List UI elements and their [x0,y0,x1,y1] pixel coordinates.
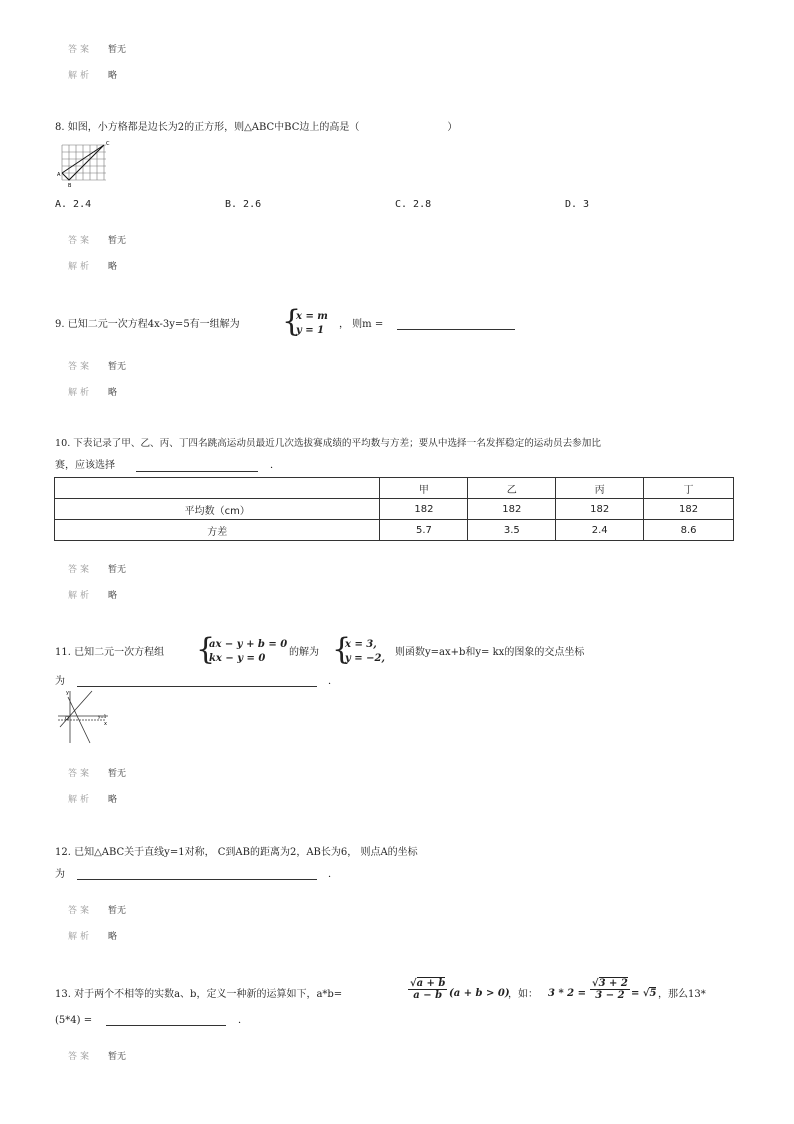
answer-label: 答案 [68,906,93,916]
table-header-row [55,478,734,499]
option-c[interactable]: C. 2.8 [395,199,432,210]
solution-brace: { [332,632,352,667]
table-cell: 182 [468,499,556,520]
table-cell: 8.6 [644,520,734,541]
definition-denominator: a − b [413,990,443,1001]
table-cell: 182 [644,499,734,520]
answer-value: 暂无 [108,769,127,779]
example-lhs: 3 * 2 = [548,988,586,999]
example-rhs: = √5 [631,988,657,999]
table-cell: 2.4 [556,520,644,541]
analysis-value: 略 [108,591,118,601]
option-d[interactable]: D. 3 [565,199,590,210]
solution-eq-2: y = −2, [345,653,385,664]
system-eq-2: y = 1 [296,325,325,336]
analysis-value: 略 [108,388,118,398]
question-10-end: ． [270,460,280,471]
question-10-line-2: 赛，应该选择 [55,460,115,471]
table-cell: 3.5 [468,520,556,541]
table-cell: 5.7 [380,520,468,541]
analysis-label: 解析 [68,388,93,398]
table-row [55,520,734,541]
answer-label: 答案 [68,1052,93,1062]
stats-table [54,477,734,541]
example-fraction: $\frac{√3 + 2}{3 - 2}$ [592,978,628,1001]
answer-value: 暂无 [108,565,127,575]
analysis-label: 解析 [68,591,93,601]
analysis-label: 解析 [68,932,93,942]
question-11-line-2: 为 [55,676,65,687]
question-11-end: ． [328,676,338,687]
question-9-stem: 9. 已知二元一次方程4x-3y=5有一组解为 [55,319,240,330]
answer-blank[interactable] [77,674,317,687]
example-rhs-radicand: 5 [649,988,657,999]
y-axis-label: y [66,690,69,696]
question-8-stem: 8. 如图，小方格都是边长为2的正方形，则△ABC中BC边上的高是（ [55,122,360,133]
table-cell: 182 [380,499,468,520]
answer-blank[interactable] [77,867,317,880]
answer-value: 暂无 [108,45,127,55]
answer-value: 暂无 [108,236,127,246]
analysis-label: 解析 [68,795,93,805]
point-c-label: C [106,141,110,147]
x-axis-label: x [104,721,107,727]
system-eq-1: ax − y + b = 0 [209,639,288,650]
answer-label: 答案 [68,769,93,779]
answer-blank[interactable] [106,1013,226,1026]
question-8-close-paren: ） [447,122,458,133]
answer-value: 暂无 [108,1052,127,1062]
line-label: y=1 [98,714,107,719]
answer-value: 暂无 [108,362,127,372]
question-8-text [55,121,457,135]
table-header-cell: 丁 [644,478,734,499]
question-12-line-1: 12. 已知△ABC关于直线y=1对称， C到AB的距离为2，AB长为6， 则点A的坐标 [55,847,418,858]
answer-label: 答案 [68,45,93,55]
definition-condition: (a + b > 0) [449,988,510,999]
answer-label: 答案 [68,565,93,575]
solution-eq-1: x = 3, [345,639,377,650]
example-label: ，如： [508,989,538,1000]
table-header-cell [55,478,380,499]
analysis-value: 略 [108,932,118,942]
question-13-end: ． [238,1015,248,1026]
question-13-tail: ，那么13* [658,989,706,1000]
table-header-cell: 甲 [380,478,468,499]
analysis-value: 略 [108,71,118,81]
answer-value: 暂无 [108,906,127,916]
example-denominator: 3 − 2 [595,990,625,1001]
question-12-line-2: 为 [55,869,65,880]
analysis-label: 解析 [68,71,93,81]
answer-blank[interactable] [136,459,258,472]
question-13-stem: 13. 对于两个不相等的实数a、b，定义一种新的运算如下，a*b= [55,989,343,1000]
answer-label: 答案 [68,236,93,246]
point-a-label: A [57,172,61,178]
question-8-grid-figure [56,139,114,189]
answer-label: 答案 [68,362,93,372]
question-11-stem: 11. 已知二元一次方程组 [55,647,165,658]
question-9-suffix: ， 则m = [339,319,384,330]
question-13-line-2: (5*4) = [55,1015,93,1026]
point-b-label: B [68,183,72,189]
option-b[interactable]: B. 2.6 [225,199,262,210]
question-10-line-1: 10. 下表记录了甲、乙、丙、丁四名跳高运动员最近几次选拔赛成绩的平均数与方差；要从中选择一名发挥稳定的运动员去参加比 [55,438,601,449]
analysis-label: 解析 [68,262,93,272]
definition-fraction: $\frac{√a + b}{a - b}$ [410,978,446,1001]
system-brace: { [196,632,216,667]
option-a[interactable]: A. 2.4 [55,199,92,210]
table-cell: 方差 [55,520,380,541]
answer-blank[interactable] [397,317,515,330]
table-cell: 182 [556,499,644,520]
system-eq-2: kx − y = 0 [209,653,266,664]
origin-label: O [65,716,69,722]
table-row [55,499,734,520]
question-11-suffix: 则函数y=ax+b和y= kx的图象的交点坐标 [395,647,585,658]
table-cell: 平均数（cm） [55,499,380,520]
analysis-value: 略 [108,262,118,272]
system-brace: { [282,304,302,339]
analysis-value: 略 [108,795,118,805]
example-numerator: 3 + 2 [598,978,628,989]
definition-numerator: a + b [416,978,446,989]
question-11-mid: 的解为 [289,647,319,658]
question-11-graph-figure [56,689,110,745]
system-eq-1: x = m [296,311,328,322]
table-header-cell: 丙 [556,478,644,499]
table-header-cell: 乙 [468,478,556,499]
question-12-end: ． [328,869,338,880]
